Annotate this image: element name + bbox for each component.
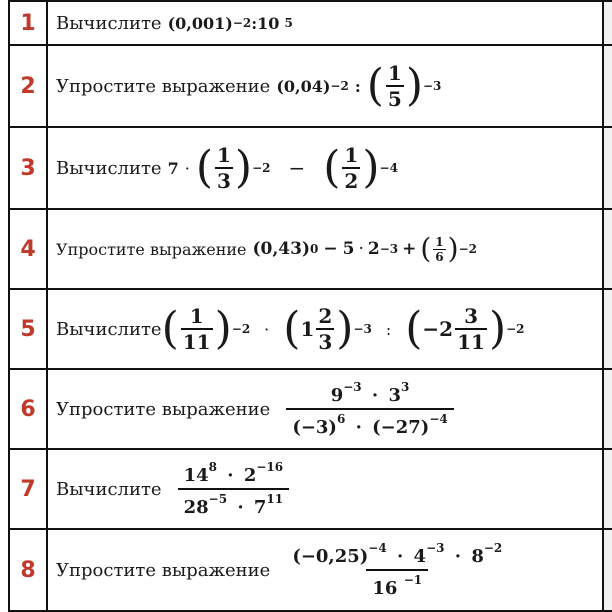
task-content: Упростите выражение (0,04) −2 : ( $\frac{1}{5}$ ) −3 xyxy=(48,46,604,126)
expr-exponent: 0 xyxy=(310,242,319,256)
mixed-whole-2: −2 xyxy=(422,317,454,341)
task-label: Вычислите xyxy=(56,12,162,34)
expr-exponent-2: −3 xyxy=(353,322,372,336)
task-number: 7 xyxy=(8,450,48,528)
expr-base-2: 2 xyxy=(367,239,380,259)
task-label: Вычислите xyxy=(56,318,162,340)
expr-coef: 5 xyxy=(342,239,355,259)
task-row-1 xyxy=(8,0,612,44)
expr-base: (0,04) xyxy=(276,76,331,96)
task-label: Вычислите xyxy=(56,157,162,179)
task-content: Вычислите ( $\frac{1}{11}$ ) −2 · ( 1 $\frac{2}{3}$ ) −3 : ( −2 $\frac{3}{11}$ ) −2 xyxy=(48,290,604,368)
task-content xyxy=(48,530,604,610)
task-number: 3 xyxy=(8,128,48,208)
mixed-whole: 1 xyxy=(300,317,315,341)
fraction: $14^8 \cdot 2^{-16}$ $28^{-5} \cdot 7^{11}$ xyxy=(178,460,290,518)
fraction: $\frac{1}{6}$ xyxy=(435,234,444,264)
task-number: 4 xyxy=(8,210,48,288)
expr-exponent-2: −3 xyxy=(379,242,399,256)
expr-exponent: −2 xyxy=(232,16,252,30)
task-content xyxy=(48,370,604,448)
expr-base: (0,43) xyxy=(252,239,310,259)
task-number: 1 xyxy=(8,2,48,44)
expr-exponent-3: −2 xyxy=(506,322,525,336)
expr-coef: 7 xyxy=(167,158,179,178)
task-number: 8 xyxy=(8,530,48,610)
expr-minus: − xyxy=(288,156,306,180)
expr-exponent: −2 xyxy=(231,322,251,336)
task-row-6 xyxy=(8,368,612,448)
task-number: 5 xyxy=(8,290,48,368)
fraction: $\frac{3}{11}$ xyxy=(457,304,485,354)
task-label: Упростите выражение xyxy=(56,398,271,420)
task-row-5 xyxy=(8,288,612,368)
task-content: Упростите выражение (0,43) 0 − 5 · 2 −3 + ( $\frac{1}{6}$ ) −2 xyxy=(48,210,604,288)
task-row-4 xyxy=(8,208,612,288)
expr-mult: · xyxy=(184,158,190,178)
expr-exponent-2: 5 xyxy=(284,16,293,30)
task-table xyxy=(8,0,612,612)
task-row-3 xyxy=(8,126,612,208)
task-label: Упростите выражение xyxy=(56,239,247,259)
fraction: $\frac{1}{3}$ xyxy=(216,143,231,193)
expr-divide: : xyxy=(354,76,361,96)
fraction: $(-0,25)^{-4} \cdot 4^{-3} \cdot 8^{-2}$ 16 $^{-1}$ xyxy=(292,541,503,599)
task-row-7 xyxy=(8,448,612,528)
fraction: $\frac{2}{3}$ xyxy=(318,304,333,354)
task-label: Вычислите xyxy=(56,478,162,500)
expr-exponent-3: −2 xyxy=(458,242,477,256)
expr-base-2: 10 xyxy=(257,13,280,33)
fraction: $\frac{1}{5}$ xyxy=(387,61,402,111)
expr-mult: · xyxy=(264,319,270,339)
expr-exponent: −2 xyxy=(252,161,271,175)
expr-divide: : xyxy=(251,13,258,33)
task-content xyxy=(48,2,604,44)
fraction: $9^{-3} \cdot 3^3$ $(-3)^6 \cdot (-27)^{-4}$ xyxy=(286,380,453,438)
task-number: 2 xyxy=(8,46,48,126)
expr-exponent-2: −3 xyxy=(423,79,442,93)
task-number: 6 xyxy=(8,370,48,448)
fraction: $\frac{1}{11}$ xyxy=(182,304,211,354)
expr-minus: − xyxy=(323,239,338,259)
task-row-8 xyxy=(8,528,612,610)
task-content xyxy=(48,450,604,528)
task-label: Упростите выражение xyxy=(56,75,271,97)
expr-exponent-2: −4 xyxy=(379,161,398,175)
task-content: Вычислите 7 · ( $\frac{1}{3}$ ) −2 − ( $\frac{1}{2}$ ) −4 xyxy=(48,128,604,208)
expr-divide: : xyxy=(385,319,392,339)
expr-mult: · xyxy=(358,239,364,259)
task-label: Упростите выражение xyxy=(56,559,271,581)
expr-exponent: −2 xyxy=(330,79,349,93)
fraction: $\frac{1}{2}$ xyxy=(344,143,359,193)
expr-plus: + xyxy=(402,239,417,259)
expr-base: (0,001) xyxy=(167,13,233,33)
task-row-2 xyxy=(8,44,612,126)
